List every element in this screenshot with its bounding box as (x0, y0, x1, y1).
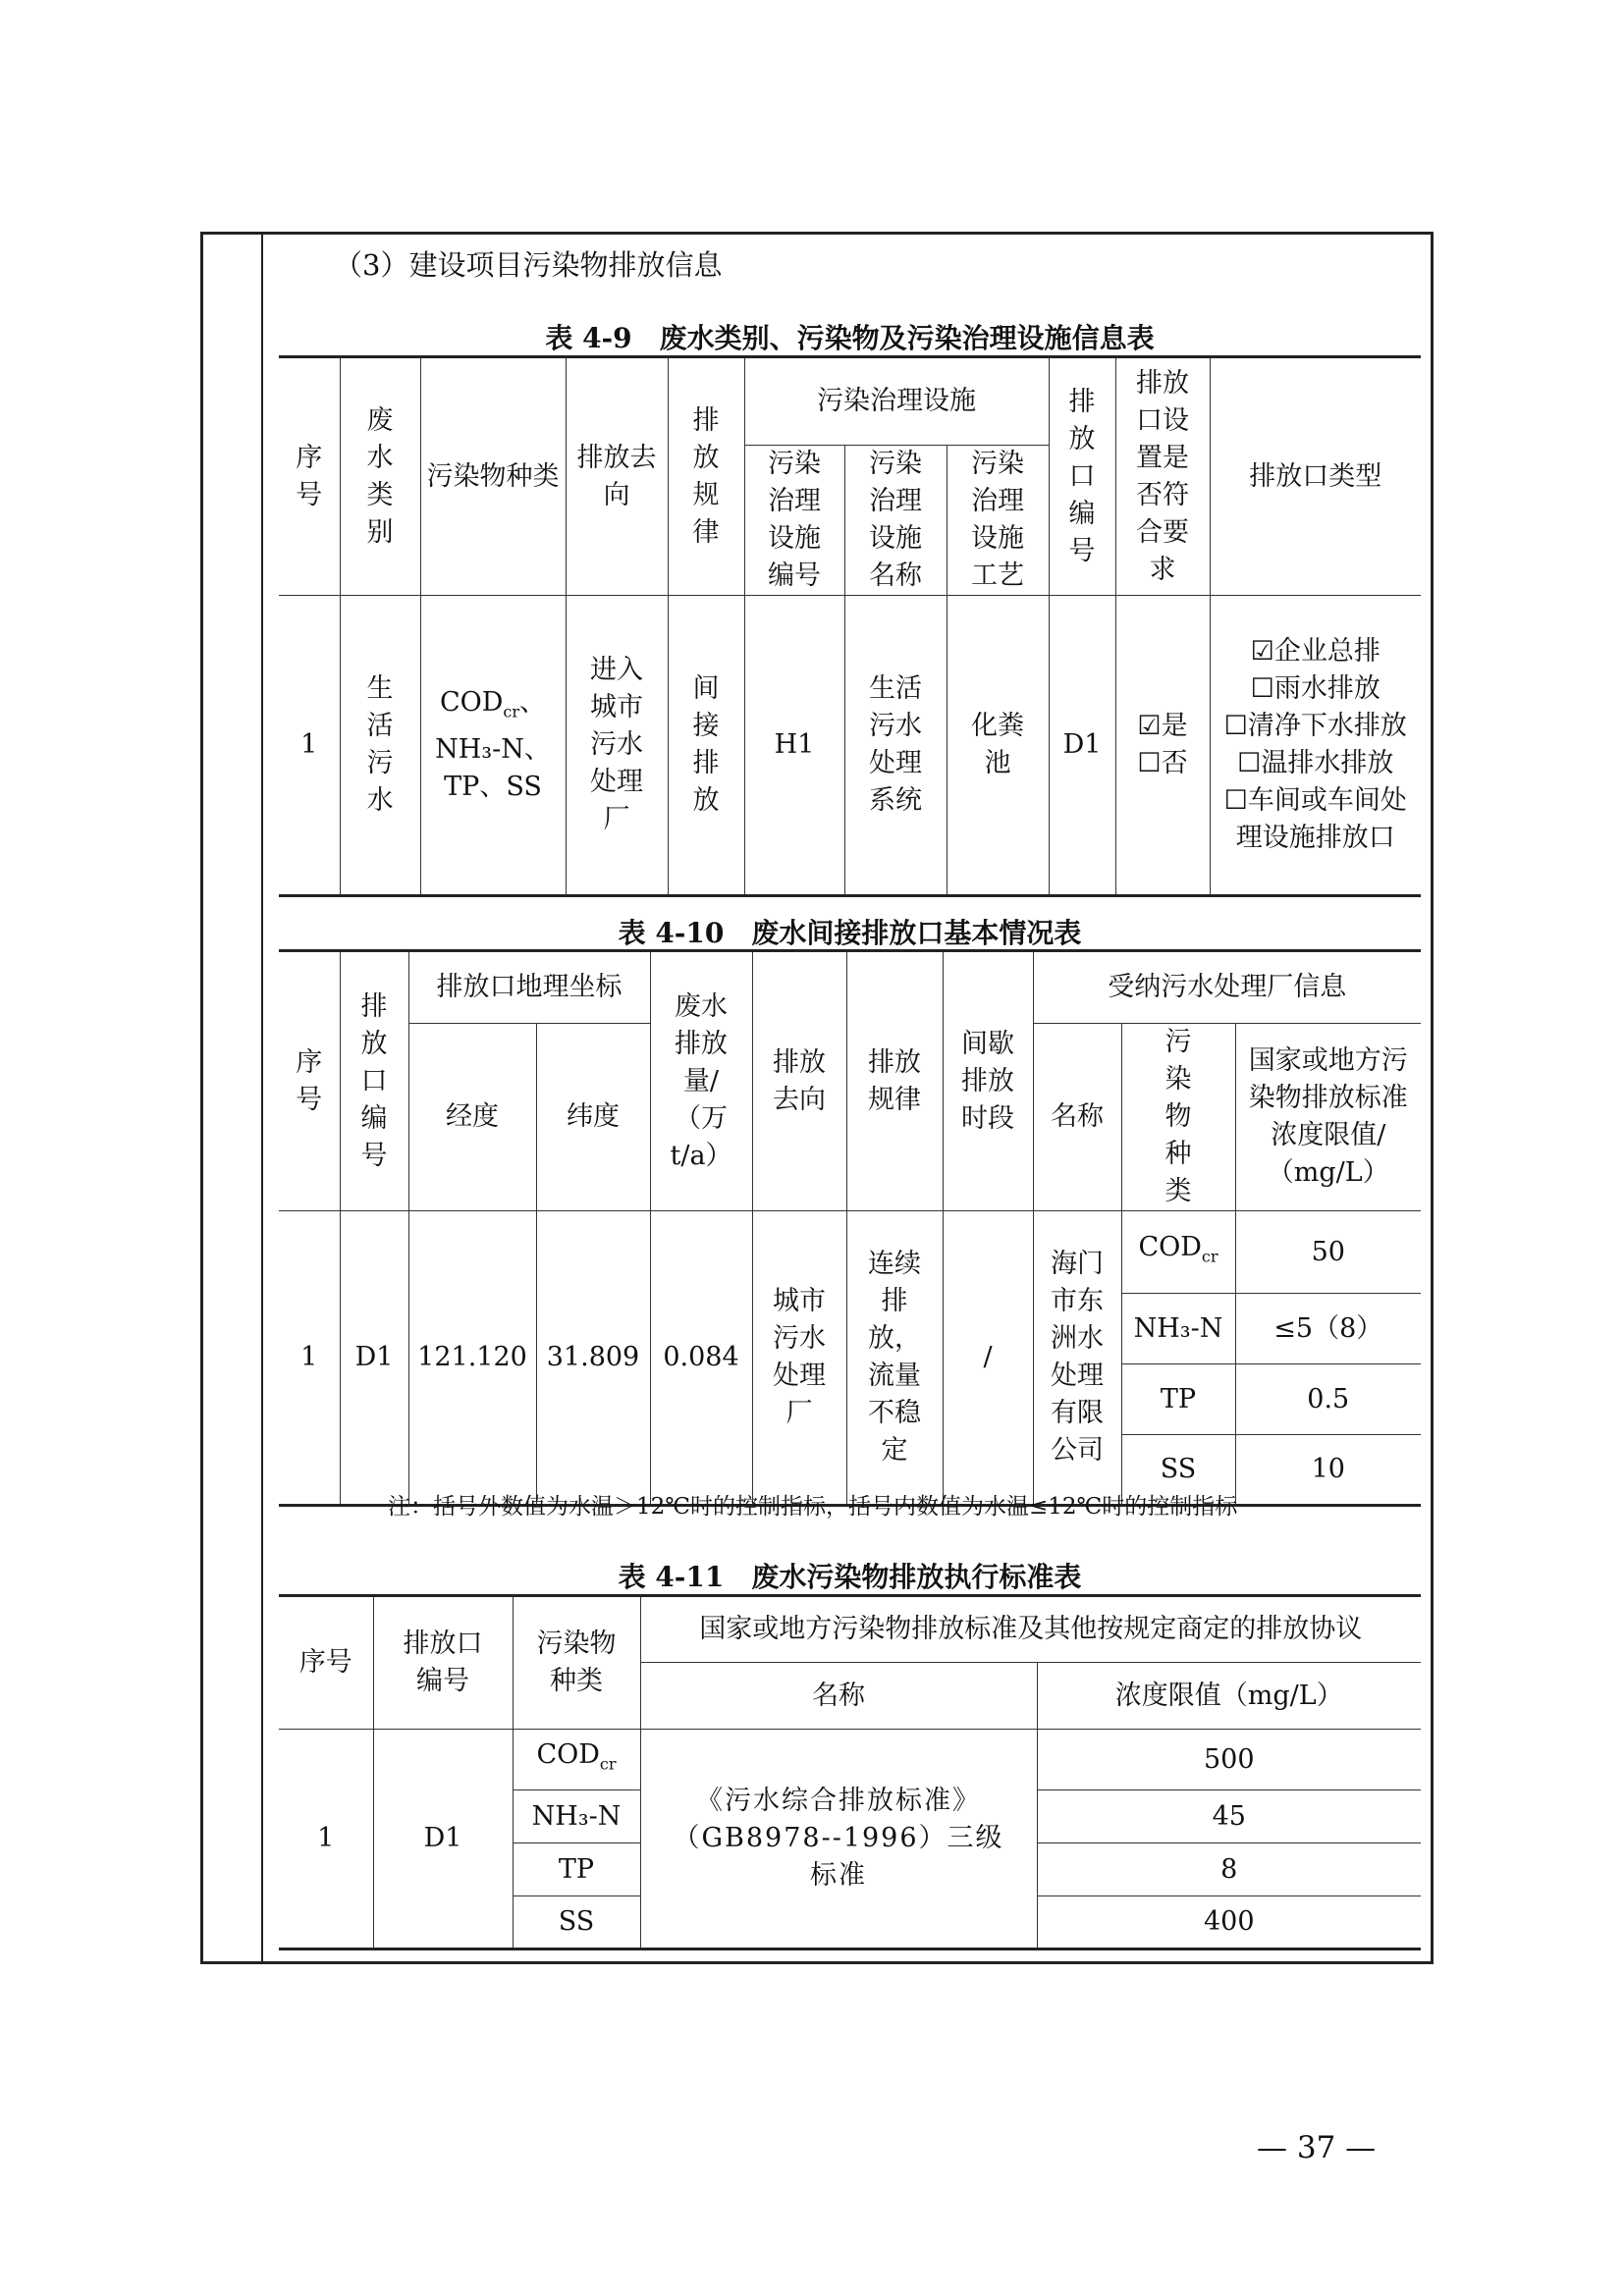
cell-pollutant: TP (513, 1843, 640, 1896)
table-4-11-caption: 表 4-11 废水污染物排放执行标准表 (618, 1561, 1082, 1593)
th-intermittent: 间歇排放时段 (943, 951, 1033, 1211)
th-lat: 纬度 (536, 1024, 650, 1211)
th-seq: 序号 (279, 951, 340, 1211)
th-outlet-id: 排放口编号 (373, 1596, 513, 1730)
cell-dest: 进入城市污水处理厂 (566, 596, 668, 896)
cell-fac-id: H1 (744, 596, 844, 896)
cell-compliance (1115, 596, 1210, 896)
th-dest: 排放去向 (752, 951, 846, 1211)
cell-limit: 45 (1037, 1790, 1421, 1843)
th-volume: 废水排放量/（万t/a） (650, 951, 752, 1211)
th-facility: 污染治理设施 (744, 357, 1049, 446)
cell-outlet-id: D1 (340, 1211, 408, 1506)
cell-lat: 31.809 (536, 1211, 650, 1506)
th-seq: 序号 (279, 357, 340, 596)
outlet-type-item: ☐雨水排放 (1250, 673, 1380, 704)
cell-pollutant: NH₃-N (513, 1790, 640, 1843)
table-4-10-note: 注：括号外数值为水温＞12℃时的控制指标，括号内数值为水温≤12℃时的控制指标 (388, 1494, 1238, 1520)
outlet-type-item: ☑企业总排 (1250, 636, 1380, 667)
th-dest: 排放去向 (566, 357, 668, 596)
cell-limit: ≤5（8） (1235, 1294, 1421, 1364)
th-coords: 排放口地理坐标 (408, 951, 650, 1024)
cell-fac-name: 生活污水处理系统 (844, 596, 947, 896)
th-name: 名称 (1033, 1024, 1121, 1211)
cell-outlet-id: D1 (1049, 596, 1115, 896)
cell-ww-type: 生活污水 (340, 596, 420, 896)
section-title: （3）建设项目污染物排放信息 (334, 248, 723, 282)
cell-seq: 1 (279, 1730, 373, 1949)
cell-limit: 8 (1037, 1843, 1421, 1896)
cell-pollutant: TP (1121, 1364, 1235, 1435)
table-4-9 (279, 355, 1421, 897)
th-outlet-id: 排放口编号 (1049, 357, 1115, 596)
cell-seq: 1 (279, 596, 340, 896)
th-pollutant: 污染物种类 (513, 1596, 640, 1730)
cell-plant-name: 海门市东洲水处理有限公司 (1033, 1211, 1121, 1506)
outlet-type-item: ☐温排水排放 (1237, 748, 1394, 778)
th-ww-type: 废水类别 (340, 357, 420, 596)
table-4-9-caption: 表 4-9 废水类别、污染物及污染治理设施信息表 (545, 322, 1155, 354)
th-name: 名称 (640, 1663, 1037, 1730)
th-fac-id: 污染治理设施编号 (744, 446, 844, 596)
cell-outlet-id: D1 (373, 1730, 513, 1949)
th-limit: 浓度限值（mg/L） (1037, 1663, 1421, 1730)
checkbox-no: ☐否 (1137, 748, 1188, 778)
th-outlet-id: 排放口编号 (340, 951, 408, 1211)
table-4-10 (279, 949, 1421, 1507)
table-4-11 (279, 1594, 1421, 1950)
th-pollutant: 污染物种类 (1121, 1024, 1235, 1211)
cell-pollutant: NH₃-N (1121, 1294, 1235, 1364)
cell-pattern: 间接排放 (668, 596, 744, 896)
page-number: — 37 — (1257, 2130, 1377, 2165)
th-seq: 序号 (279, 1596, 373, 1730)
cell-fac-proc: 化粪池 (947, 596, 1049, 896)
cell-pollutant: SS (1121, 1435, 1235, 1506)
cell-standard-name: 《污水综合排放标准》（GB8978--1996）三级标准 (640, 1730, 1037, 1949)
cell-limit: 10 (1235, 1435, 1421, 1506)
th-pattern: 排放规律 (668, 357, 744, 596)
cell-intermittent: / (943, 1211, 1033, 1506)
th-outlet-type: 排放口类型 (1210, 357, 1421, 596)
cell-outlet-types (1210, 596, 1421, 896)
cell-pattern: 连续排放，流量不稳定 (846, 1211, 943, 1506)
th-standard-group: 国家或地方污染物排放标准及其他按规定商定的排放协议 (640, 1596, 1421, 1663)
th-pollutants: 污染物种类 (420, 357, 566, 596)
cell-limit: 50 (1235, 1211, 1421, 1294)
th-plant-info: 受纳污水处理厂信息 (1033, 951, 1421, 1024)
th-fac-proc: 污染治理设施工艺 (947, 446, 1049, 596)
th-compliance: 排放口设置是否符合要求 (1115, 357, 1210, 596)
cell-pollutant: SS (513, 1896, 640, 1949)
table-4-10-caption: 表 4-10 废水间接排放口基本情况表 (618, 917, 1082, 949)
th-pattern: 排放规律 (846, 951, 943, 1211)
cell-pollutant: $COD_{cr}$ (513, 1730, 640, 1790)
th-lon: 经度 (408, 1024, 536, 1211)
cell-limit: 400 (1037, 1896, 1421, 1949)
outlet-type-item: ☐车间或车间处理设施排放口 (1223, 785, 1407, 853)
cell-lon: 121.120 (408, 1211, 536, 1506)
th-fac-name: 污染治理设施名称 (844, 446, 947, 596)
frame-divider (261, 232, 263, 1964)
checkbox-yes: ☑是 (1137, 711, 1188, 741)
outlet-type-item: ☐清净下水排放 (1223, 711, 1407, 741)
cell-limit: 0.5 (1235, 1364, 1421, 1435)
cell-seq: 1 (279, 1211, 340, 1506)
cell-dest: 城市污水处理厂 (752, 1211, 846, 1506)
cell-pollutant: $COD_{cr}$ (1121, 1211, 1235, 1294)
cell-volume: 0.084 (650, 1211, 752, 1506)
cell-pollutants: $COD_{cr}$、NH₃-N、TP、SS (420, 596, 566, 896)
cell-limit: 500 (1037, 1730, 1421, 1790)
th-limit: 国家或地方污染物排放标准浓度限值/（mg/L） (1235, 1024, 1421, 1211)
